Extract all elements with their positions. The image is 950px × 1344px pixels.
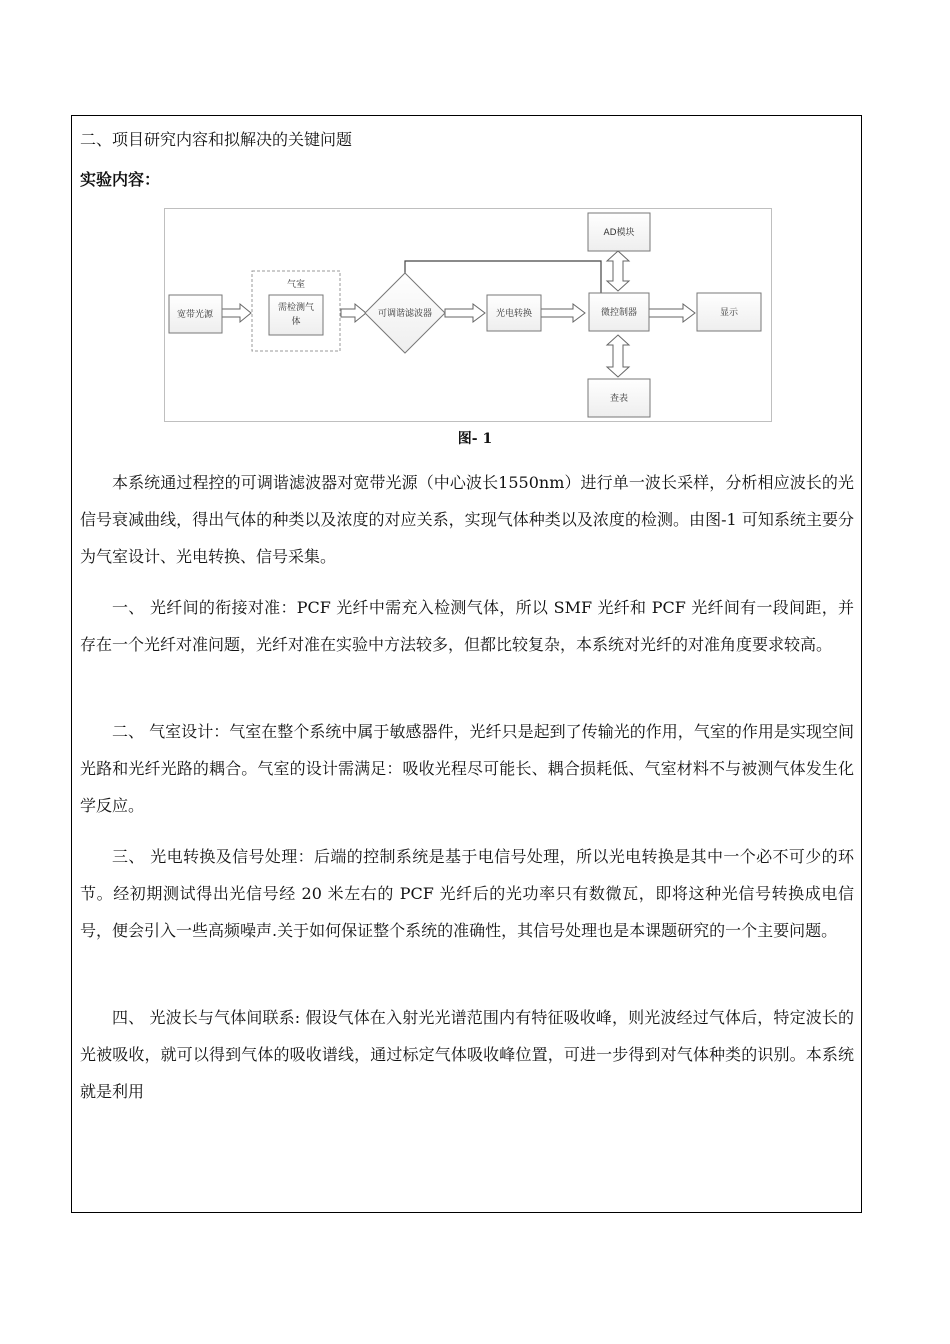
paragraph-fiber-alignment: 一、 光纤间的衔接对准：PCF 光纤中需充入检测气体，所以 SMF 光纤和 PCF 光纤间有一段间距，并存在一个光纤对准问题，光纤对准在实验中方法较多，但都比较复杂，本系统对光纤的对准角度要求较高。 bbox=[80, 598, 854, 654]
arrow-filter-to-converter bbox=[445, 304, 485, 322]
diagram-svg bbox=[165, 209, 771, 421]
block-lookup-label: 查表 bbox=[609, 394, 629, 404]
feedback-line bbox=[405, 261, 601, 293]
experiment-subheading: 实验内容： bbox=[80, 170, 161, 189]
block-gas-label-1: 需检测气 bbox=[277, 303, 315, 313]
arrow-source-to-chamber bbox=[222, 304, 251, 322]
paragraph-intro: 本系统通过程控的可调谐滤波器对宽带光源（中心波长1550nm）进行单一波长采样，分析相应波长的光信号衰减曲线，得出气体的种类以及浓度的对应关系，实现气体种类以及浓度的检测。由图-1 可知系统主要分为气室设计、光电转换、信号采集。 bbox=[80, 473, 854, 566]
block-converter-label: 光电转换 bbox=[495, 309, 533, 319]
block-source-label: 宽带光源 bbox=[176, 310, 214, 320]
arrow-controller-to-display bbox=[649, 304, 695, 322]
arrow-chamber-to-filter bbox=[341, 304, 366, 322]
block-display-label: 显示 bbox=[719, 308, 739, 318]
arrow-controller-lookup bbox=[607, 335, 629, 377]
paragraph-signal-processing: 三、 光电转换及信号处理：后端的控制系统是基于电信号处理，所以光电转换是其中一个必不可少的环节。经初期测试得出光信号经 20 米左右的 PCF 光纤后的光功率只有数微瓦，即将这种光信号转换成电信号，便会引入一些高频噪声.关于如何保证整个系统的准确性，其信号处理也是本课题研究的一个主要问题。 bbox=[80, 847, 854, 940]
figure-caption: 图- 1 bbox=[457, 431, 493, 447]
chamber-label: 气室 bbox=[286, 280, 306, 290]
block-gas bbox=[269, 295, 323, 335]
block-filter-label: 可调谐滤波器 bbox=[377, 309, 433, 319]
system-block-diagram bbox=[164, 208, 772, 422]
block-ad-label: AD模块 bbox=[603, 228, 635, 238]
block-gas-label-2: 体 bbox=[291, 317, 301, 327]
section-heading: 二、项目研究内容和拟解决的关键问题 bbox=[80, 130, 353, 149]
arrow-ad-controller bbox=[607, 251, 629, 291]
arrow-converter-to-controller bbox=[541, 304, 585, 322]
block-controller-label: 微控制器 bbox=[600, 308, 638, 318]
paragraph-wavelength-gas: 四、 光波长与气体间联系: 假设气体在入射光光谱范围内有特征吸收峰，则光波经过气体后，特定波长的光被吸收，就可以得到气体的吸收谱线，通过标定气体吸收峰位置，可进一步得到对气体种类的识别。本系统就是利用 bbox=[80, 1008, 854, 1101]
paragraph-chamber-design: 二、 气室设计：气室在整个系统中属于敏感器件，光纤只是起到了传输光的作用，气室的作用是实现空间光路和光纤光路的耦合。气室的设计需满足：吸收光程尽可能长、耦合损耗低、气室材料不与被测气体发生化学反应。 bbox=[80, 722, 854, 815]
